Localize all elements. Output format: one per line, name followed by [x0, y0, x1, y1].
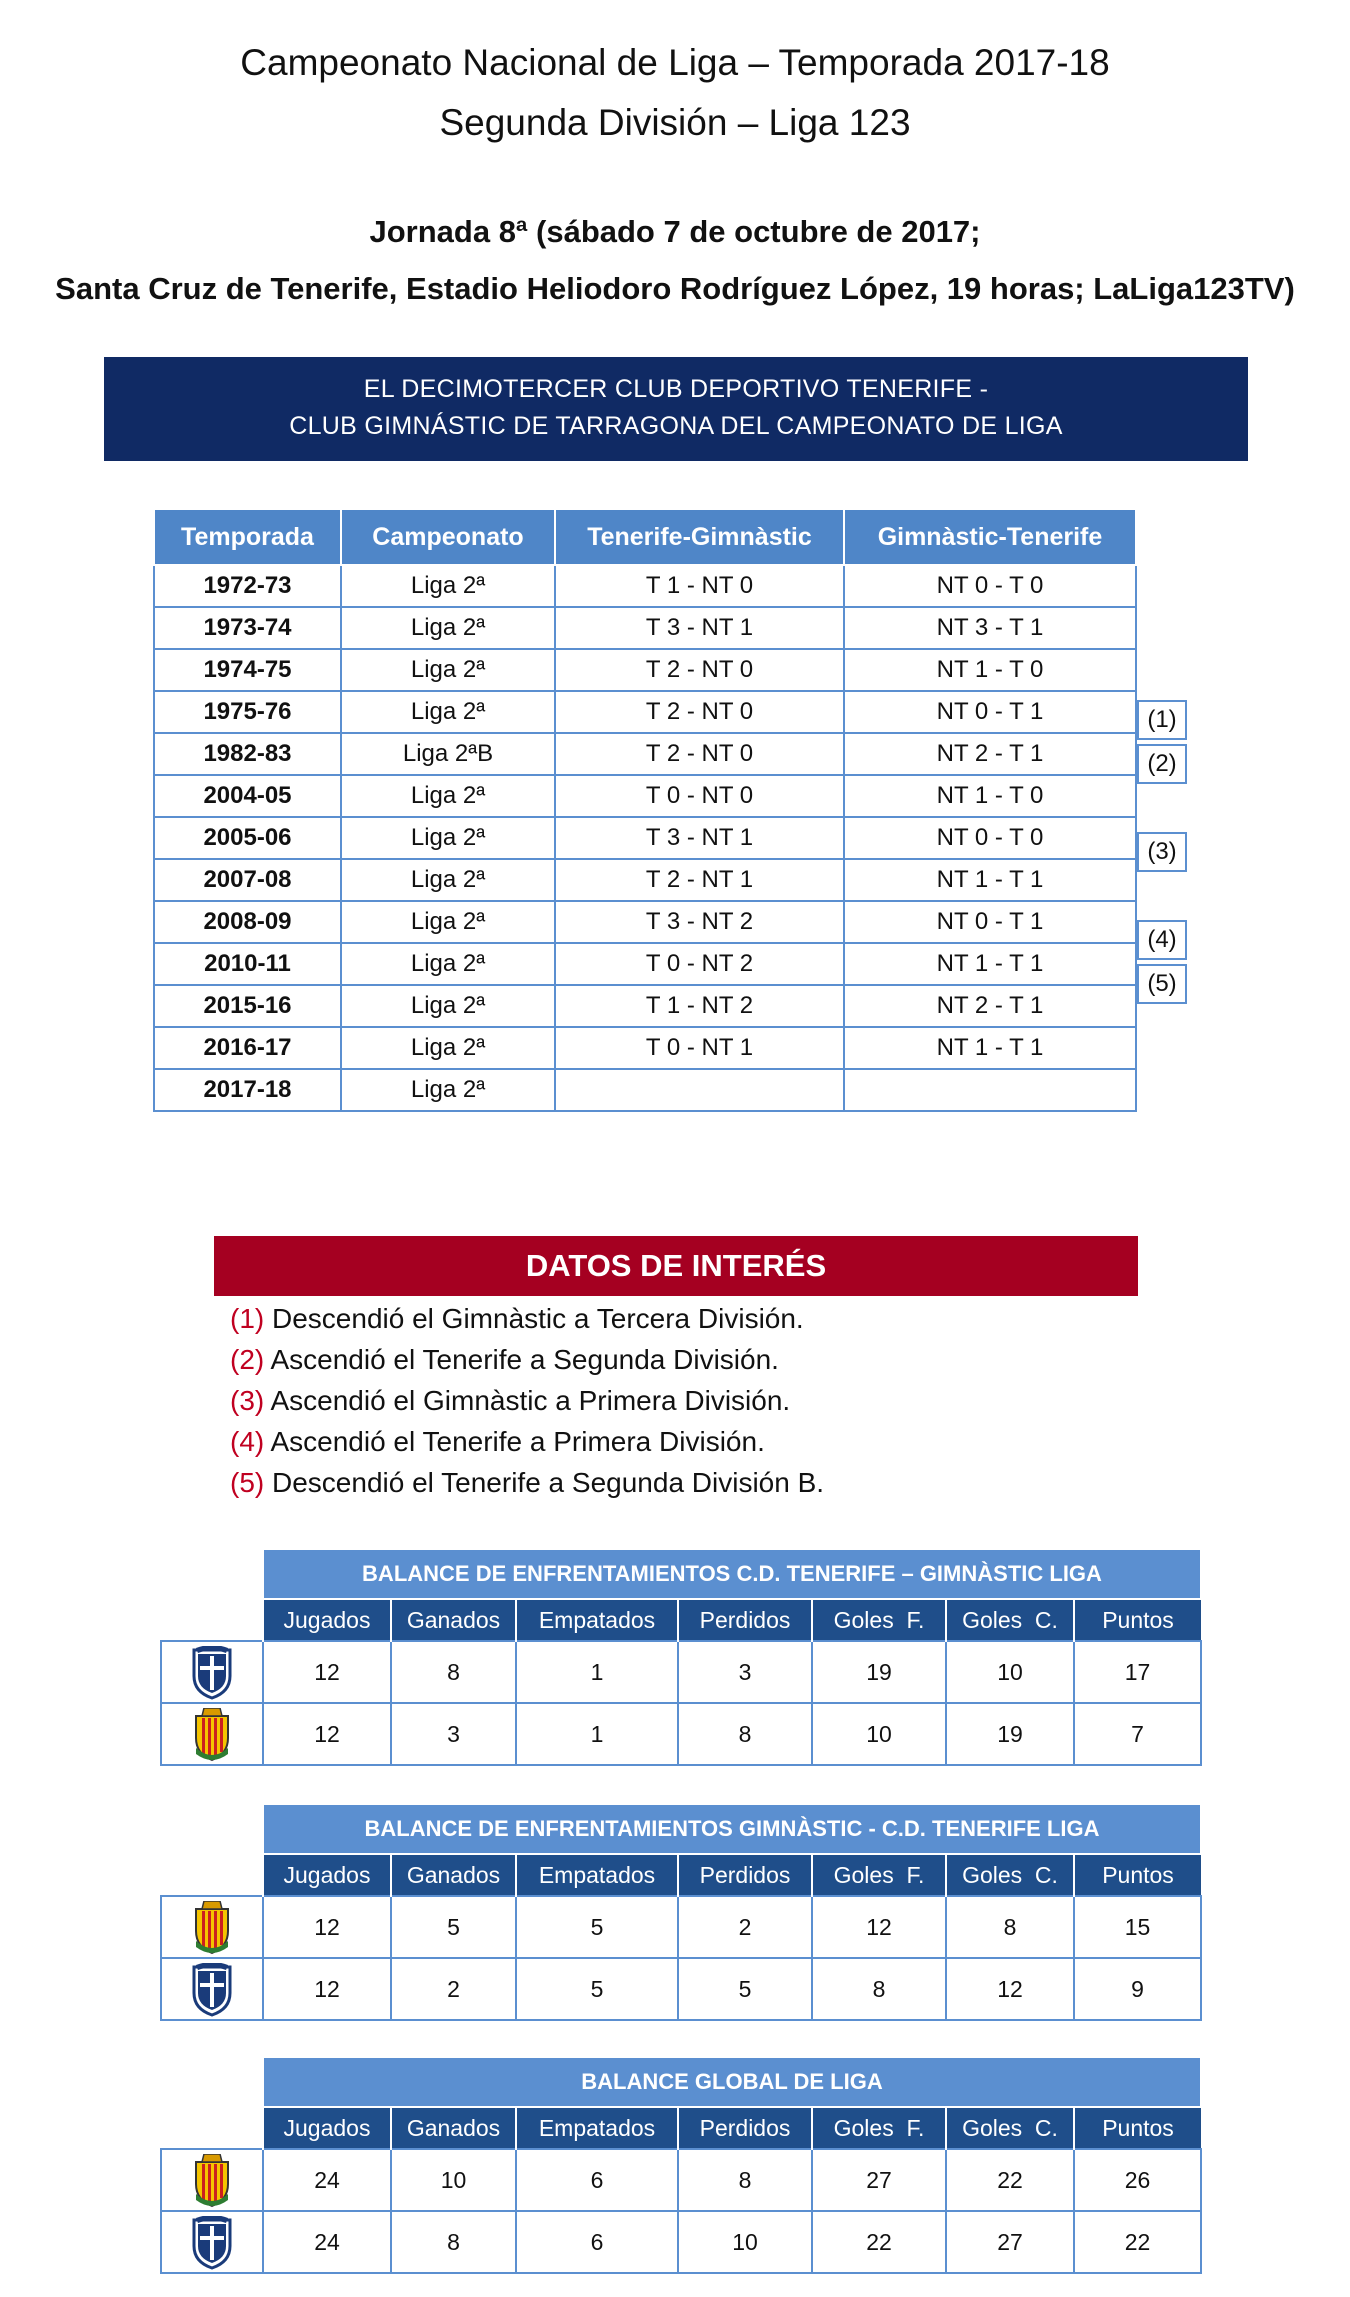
history-row	[154, 775, 1136, 817]
balance-table	[160, 2056, 1202, 2274]
gimnastic-crest-icon	[190, 1901, 234, 1953]
history-note-marker: (5)	[1137, 964, 1187, 1004]
balance-value-cell: 10	[812, 1703, 946, 1765]
balance-row	[161, 1703, 1201, 1765]
balance-value-cell: 27	[946, 2211, 1074, 2273]
datos-item	[230, 1339, 824, 1380]
history-season-cell: 2017-18	[154, 1069, 341, 1111]
balance-value-cell: 3	[391, 1703, 516, 1765]
balance-title: BALANCE DE ENFRENTAMIENTOS GIMNÀSTIC - C.D. TENERIFE LIGA	[263, 1804, 1201, 1854]
history-away-result-cell: NT 1 - T 1	[844, 1027, 1136, 1069]
history-competition-cell: Liga 2ª	[341, 817, 555, 859]
balance-crest-cell	[161, 2149, 263, 2211]
history-season-cell: 2007-08	[154, 859, 341, 901]
col-header-competition: Campeonato	[341, 509, 555, 565]
balance-col-header: Empatados	[516, 2107, 678, 2149]
balance-col-header: Goles F.	[812, 1854, 946, 1896]
history-note-marker: (2)	[1137, 744, 1187, 784]
datos-item-number: (1)	[230, 1303, 265, 1334]
history-body	[154, 565, 1136, 1111]
balance-col-header: Goles F.	[812, 2107, 946, 2149]
balance-value-cell: 12	[263, 1958, 391, 2020]
history-away-result-cell: NT 0 - T 1	[844, 691, 1136, 733]
history-competition-cell: Liga 2ª	[341, 859, 555, 901]
balance-row	[161, 2211, 1201, 2273]
history-season-cell: 2010-11	[154, 943, 341, 985]
balance-col-header: Jugados	[263, 1599, 391, 1641]
balance-row	[161, 1896, 1201, 1958]
balance-value-cell: 9	[1074, 1958, 1201, 2020]
balance-corner	[161, 1599, 263, 1641]
history-season-cell: 1974-75	[154, 649, 341, 691]
col-header-home: Tenerife-Gimnàstic	[555, 509, 844, 565]
balance-value-cell: 6	[516, 2211, 678, 2273]
datos-item-text: Descendió el Gimnàstic a Tercera División.	[264, 1303, 804, 1334]
history-season-cell: 1982-83	[154, 733, 341, 775]
history-season-cell: 2008-09	[154, 901, 341, 943]
balance-value-cell: 8	[678, 2149, 812, 2211]
datos-item-number: (5)	[230, 1467, 265, 1498]
balance-value-cell: 1	[516, 1641, 678, 1703]
datos-item	[230, 1298, 824, 1339]
balance-col-header: Empatados	[516, 1599, 678, 1641]
balance-value-cell: 8	[391, 2211, 516, 2273]
history-row	[154, 607, 1136, 649]
history-away-result-cell: NT 1 - T 1	[844, 859, 1136, 901]
balance-value-cell: 12	[263, 1641, 391, 1703]
balance-value-cell: 19	[812, 1641, 946, 1703]
history-row	[154, 943, 1136, 985]
balance-value-cell: 27	[812, 2149, 946, 2211]
balance-value-cell: 22	[812, 2211, 946, 2273]
history-season-cell: 1972-73	[154, 565, 341, 607]
balance-value-cell: 10	[678, 2211, 812, 2273]
balance-value-cell: 2	[391, 1958, 516, 2020]
balance-value-cell: 2	[678, 1896, 812, 1958]
balance-col-header: Goles C.	[946, 1854, 1074, 1896]
balance-corner	[161, 1549, 263, 1599]
history-home-result-cell: T 1 - NT 2	[555, 985, 844, 1027]
history-competition-cell: Liga 2ª	[341, 691, 555, 733]
datos-item-text: Ascendió el Gimnàstic a Primera División.	[264, 1385, 791, 1416]
history-away-result-cell: NT 2 - T 1	[844, 985, 1136, 1027]
balance-value-cell: 8	[812, 1958, 946, 2020]
balance-col-header: Perdidos	[678, 1854, 812, 1896]
page-subtitle: Segunda División – Liga 123	[439, 102, 911, 143]
history-table	[153, 508, 1137, 1112]
balance-value-cell: 5	[678, 1958, 812, 2020]
history-home-result-cell: T 3 - NT 1	[555, 817, 844, 859]
balance-col-header: Ganados	[391, 1854, 516, 1896]
balance-value-cell: 1	[516, 1703, 678, 1765]
matchup-banner-line-1: EL DECIMOTERCER CLUB DEPORTIVO TENERIFE -	[363, 375, 989, 403]
balance-corner	[161, 1854, 263, 1896]
match-info-line-1: Jornada 8ª (sábado 7 de octubre de 2017;	[369, 214, 981, 249]
balance-crest-cell	[161, 1896, 263, 1958]
match-info-line-2: Santa Cruz de Tenerife, Estadio Heliodoro Rodríguez López, 19 horas; LaLiga123TV)	[55, 271, 1295, 306]
gimnastic-crest-icon	[190, 2154, 234, 2206]
balance-value-cell: 5	[391, 1896, 516, 1958]
datos-item	[230, 1462, 824, 1503]
balance-corner	[161, 2107, 263, 2149]
history-home-result-cell: T 2 - NT 1	[555, 859, 844, 901]
balance-col-header: Puntos	[1074, 1854, 1201, 1896]
balance-value-cell: 8	[946, 1896, 1074, 1958]
datos-item-text: Ascendió el Tenerife a Primera División.	[264, 1426, 765, 1457]
balance-crest-cell	[161, 1641, 263, 1703]
balance-value-cell: 12	[263, 1896, 391, 1958]
balance-col-header: Ganados	[391, 2107, 516, 2149]
balance-value-cell: 10	[391, 2149, 516, 2211]
balance-value-cell: 12	[812, 1896, 946, 1958]
history-row	[154, 1069, 1136, 1111]
balance-row	[161, 1958, 1201, 2020]
col-header-away: Gimnàstic-Tenerife	[844, 509, 1136, 565]
history-competition-cell: Liga 2ª	[341, 901, 555, 943]
history-away-result-cell: NT 1 - T 0	[844, 649, 1136, 691]
matchup-banner-line-2: CLUB GIMNÁSTIC DE TARRAGONA DEL CAMPEONATO DE LIGA	[289, 412, 1063, 440]
balance-col-header: Puntos	[1074, 1599, 1201, 1641]
balance-col-header: Perdidos	[678, 2107, 812, 2149]
datos-item	[230, 1421, 824, 1462]
matchup-banner	[104, 357, 1248, 461]
history-away-result-cell: NT 1 - T 0	[844, 775, 1136, 817]
history-row	[154, 817, 1136, 859]
balance-value-cell: 24	[263, 2149, 391, 2211]
tenerife-crest-icon	[190, 2216, 234, 2268]
balance-col-header: Empatados	[516, 1854, 678, 1896]
history-home-result-cell	[555, 1069, 844, 1111]
history-row	[154, 691, 1136, 733]
balance-row	[161, 1641, 1201, 1703]
history-away-result-cell: NT 3 - T 1	[844, 607, 1136, 649]
history-competition-cell: Liga 2ª	[341, 985, 555, 1027]
balance-value-cell: 5	[516, 1896, 678, 1958]
history-row	[154, 649, 1136, 691]
balance-value-cell: 17	[1074, 1641, 1201, 1703]
history-row	[154, 1027, 1136, 1069]
history-competition-cell: Liga 2ª	[341, 1027, 555, 1069]
history-home-result-cell: T 3 - NT 1	[555, 607, 844, 649]
balance-title: BALANCE GLOBAL DE LIGA	[263, 2057, 1201, 2107]
col-header-season: Temporada	[154, 509, 341, 565]
balance-col-header: Goles C.	[946, 1599, 1074, 1641]
history-away-result-cell: NT 0 - T 0	[844, 817, 1136, 859]
history-home-result-cell: T 2 - NT 0	[555, 733, 844, 775]
history-row	[154, 901, 1136, 943]
balance-value-cell: 15	[1074, 1896, 1201, 1958]
balance-value-cell: 6	[516, 2149, 678, 2211]
datos-item-number: (3)	[230, 1385, 265, 1416]
history-row	[154, 565, 1136, 607]
history-note-marker: (1)	[1137, 700, 1187, 740]
history-competition-cell: Liga 2ª	[341, 775, 555, 817]
balance-value-cell: 8	[391, 1641, 516, 1703]
datos-item-text: Descendió el Tenerife a Segunda División B.	[264, 1467, 825, 1498]
history-home-result-cell: T 3 - NT 2	[555, 901, 844, 943]
history-competition-cell: Liga 2ª	[341, 565, 555, 607]
history-competition-cell: Liga 2ª	[341, 1069, 555, 1111]
balance-col-header: Ganados	[391, 1599, 516, 1641]
history-away-result-cell: NT 1 - T 1	[844, 943, 1136, 985]
history-row	[154, 985, 1136, 1027]
datos-item-number: (4)	[230, 1426, 265, 1457]
page-title: Campeonato Nacional de Liga – Temporada 2017-18	[240, 42, 1110, 83]
history-competition-cell: Liga 2ªB	[341, 733, 555, 775]
tenerife-crest-icon	[190, 1646, 234, 1698]
balance-value-cell: 8	[678, 1703, 812, 1765]
history-away-result-cell: NT 0 - T 1	[844, 901, 1136, 943]
balance-value-cell: 10	[946, 1641, 1074, 1703]
datos-item-text: Ascendió el Tenerife a Segunda División.	[264, 1344, 779, 1375]
balance-value-cell: 22	[1074, 2211, 1201, 2273]
history-note-marker: (3)	[1137, 832, 1187, 872]
balance-table	[160, 1548, 1202, 1766]
balance-col-header: Jugados	[263, 1854, 391, 1896]
balance-value-cell: 5	[516, 1958, 678, 2020]
balance-value-cell: 12	[946, 1958, 1074, 2020]
history-away-result-cell: NT 2 - T 1	[844, 733, 1136, 775]
balance-corner	[161, 1804, 263, 1854]
history-season-cell: 1975-76	[154, 691, 341, 733]
gimnastic-crest-icon	[190, 1708, 234, 1760]
history-home-result-cell: T 0 - NT 1	[555, 1027, 844, 1069]
balance-col-header: Jugados	[263, 2107, 391, 2149]
history-away-result-cell: NT 0 - T 0	[844, 565, 1136, 607]
balance-value-cell: 7	[1074, 1703, 1201, 1765]
balance-value-cell: 22	[946, 2149, 1074, 2211]
balance-value-cell: 24	[263, 2211, 391, 2273]
history-home-result-cell: T 0 - NT 2	[555, 943, 844, 985]
balance-col-header: Goles F.	[812, 1599, 946, 1641]
balance-col-header: Perdidos	[678, 1599, 812, 1641]
balance-value-cell: 12	[263, 1703, 391, 1765]
balance-corner	[161, 2057, 263, 2107]
history-competition-cell: Liga 2ª	[341, 607, 555, 649]
history-row	[154, 733, 1136, 775]
history-home-result-cell: T 1 - NT 0	[555, 565, 844, 607]
datos-item	[230, 1380, 824, 1421]
history-season-cell: 1973-74	[154, 607, 341, 649]
tenerife-crest-icon	[190, 1963, 234, 2015]
history-note-marker: (4)	[1137, 920, 1187, 960]
history-competition-cell: Liga 2ª	[341, 649, 555, 691]
balance-value-cell: 26	[1074, 2149, 1201, 2211]
history-season-cell: 2004-05	[154, 775, 341, 817]
datos-banner: DATOS DE INTERÉS	[214, 1236, 1138, 1296]
balance-crest-cell	[161, 1958, 263, 2020]
balance-crest-cell	[161, 1703, 263, 1765]
balance-col-header: Goles C.	[946, 2107, 1074, 2149]
balance-title: BALANCE DE ENFRENTAMIENTOS C.D. TENERIFE – GIMNÀSTIC LIGA	[263, 1549, 1201, 1599]
history-home-result-cell: T 2 - NT 0	[555, 649, 844, 691]
history-season-cell: 2005-06	[154, 817, 341, 859]
history-competition-cell: Liga 2ª	[341, 943, 555, 985]
history-home-result-cell: T 0 - NT 0	[555, 775, 844, 817]
balance-crest-cell	[161, 2211, 263, 2273]
history-row	[154, 859, 1136, 901]
balance-value-cell: 19	[946, 1703, 1074, 1765]
history-home-result-cell: T 2 - NT 0	[555, 691, 844, 733]
balance-col-header: Puntos	[1074, 2107, 1201, 2149]
datos-item-number: (2)	[230, 1344, 265, 1375]
datos-list	[230, 1298, 824, 1503]
balance-row	[161, 2149, 1201, 2211]
history-season-cell: 2015-16	[154, 985, 341, 1027]
history-season-cell: 2016-17	[154, 1027, 341, 1069]
history-away-result-cell	[844, 1069, 1136, 1111]
balance-value-cell: 3	[678, 1641, 812, 1703]
balance-table	[160, 1803, 1202, 2021]
